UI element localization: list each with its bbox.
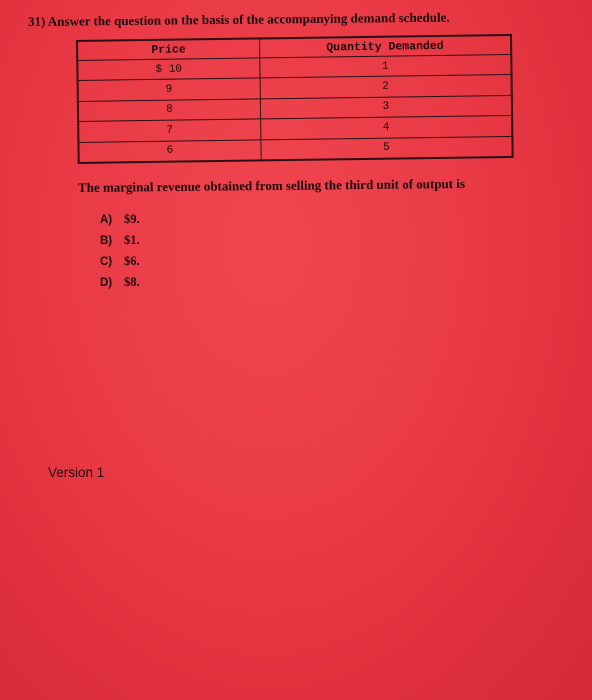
price-cell: 9 (78, 78, 261, 101)
price-cell: 6 (78, 139, 261, 162)
quantity-cell: 1 (260, 54, 512, 78)
answer-options (100, 212, 140, 296)
option-value: $1. (124, 233, 140, 247)
option-letter: D) (100, 277, 113, 289)
option-b (100, 233, 140, 254)
option-letter: C) (100, 256, 113, 268)
quantity-cell: 2 (260, 75, 512, 99)
quantity-cell: 5 (261, 136, 513, 160)
quantity-cell: 4 (260, 116, 512, 140)
demand-schedule-table (76, 34, 514, 164)
option-letter: B) (100, 235, 113, 247)
price-cell: 7 (78, 119, 261, 142)
demand-schedule-table-container (76, 34, 514, 164)
option-a (100, 212, 140, 233)
option-value: $8. (124, 275, 140, 289)
quantity-cell: 3 (260, 95, 512, 119)
price-cell: $ 10 (77, 58, 260, 81)
option-d (100, 275, 140, 296)
price-column-header: Price (77, 38, 260, 60)
option-c (100, 254, 140, 275)
question-text: The marginal revenue obtained from selling the third unit of output is (77, 175, 466, 195)
option-value: $6. (124, 254, 140, 268)
version-label: Version 1 (48, 465, 105, 480)
option-value: $9. (124, 212, 140, 226)
quantity-column-header: Quantity Demanded (259, 35, 511, 58)
question-header: 31) Answer the question on the basis of the accompanying demand schedule. (27, 9, 450, 29)
option-letter: A) (100, 214, 113, 226)
price-cell: 8 (78, 99, 261, 122)
